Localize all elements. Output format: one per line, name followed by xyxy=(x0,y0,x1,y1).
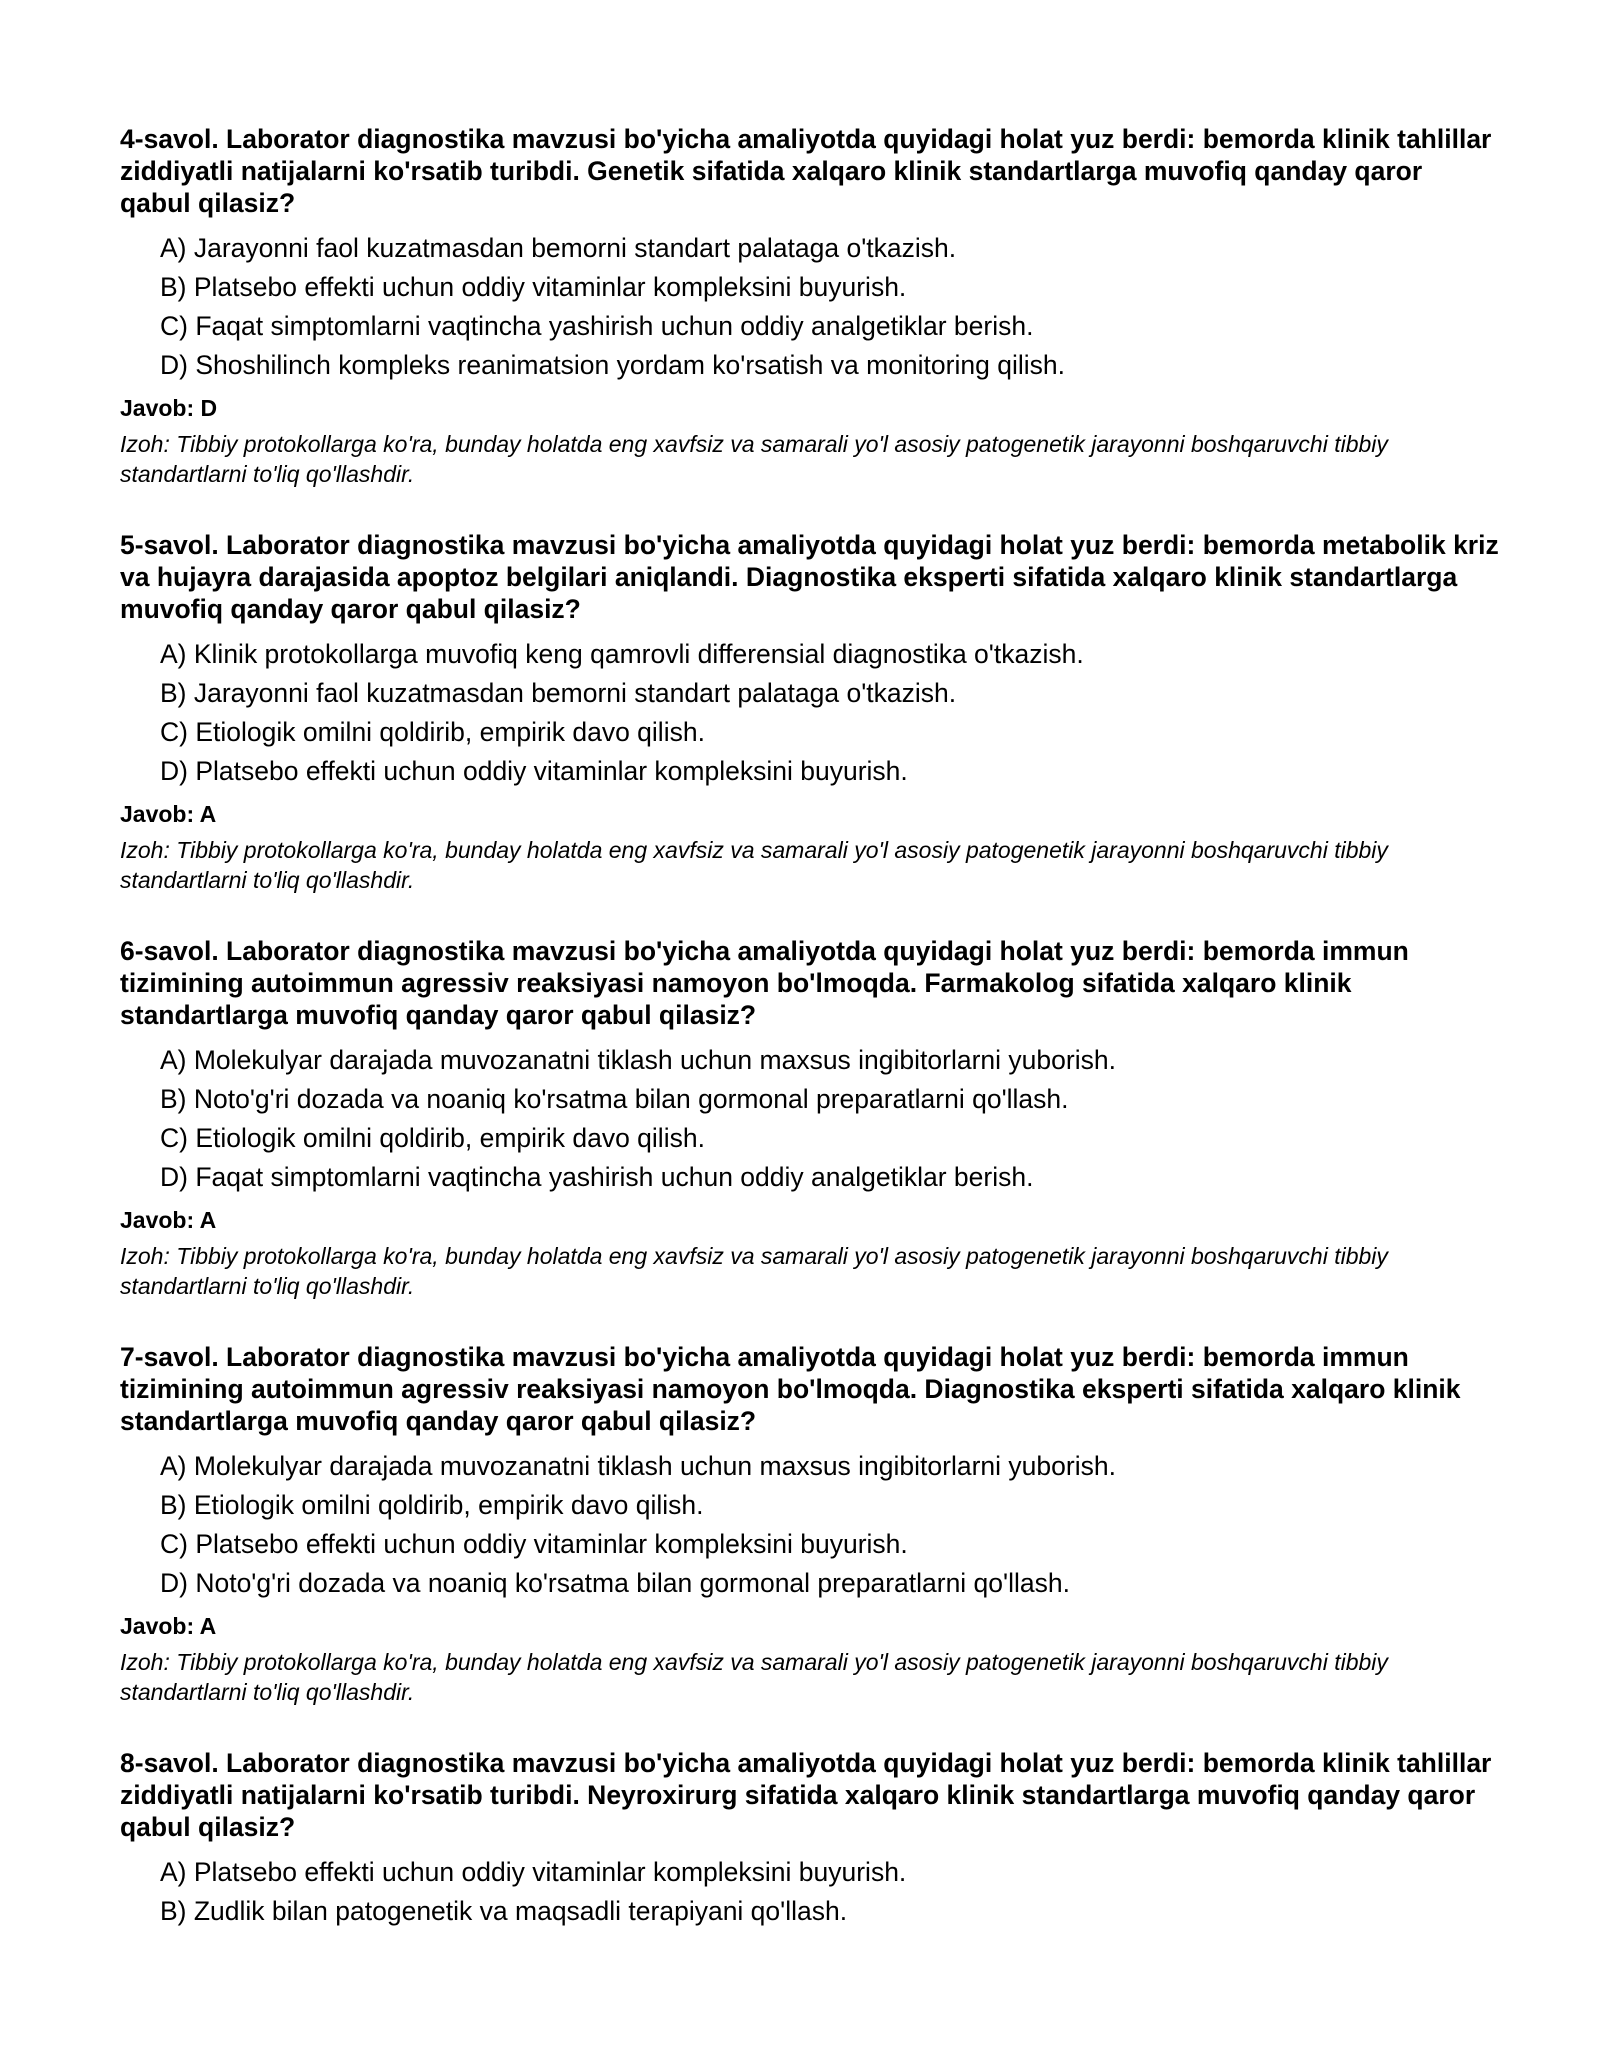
option-c: C) Faqat simptomlarni vaqtincha yashirish uchun oddiy analgetiklar berish. xyxy=(160,311,1034,341)
option-list xyxy=(120,1447,1500,1603)
question-title: 4-savol. Laborator diagnostika mavzusi bo'yicha amaliyotda quyidagi holat yuz berdi: bemorda klinik tahlillar ziddiyatli natijalarni ko'rsatib turibdi. Genetik sifatida xalqaro klinik standartlarga muvofiq qanday qaror qabul qilasiz? xyxy=(120,124,1492,218)
question-title: 8-savol. Laborator diagnostika mavzusi bo'yicha amaliyotda quyidagi holat yuz berdi: bemorda klinik tahlillar ziddiyatli natijalarni ko'rsatib turibdi. Neyroxirurg sifatida xalqaro klinik standartlarga muvofiq qanday qaror qabul qilasiz? xyxy=(120,1748,1492,1842)
explanation-note: Izoh: Tibbiy protokollarga ko'ra, bunday holatda eng xavfsiz va samarali yo'l asosiy patogenetik jarayonni boshqaruvchi tibbiy standartlarni to'liq qo'llashdir. xyxy=(120,837,1388,893)
question-block xyxy=(120,1341,1500,1707)
option-a: A) Klinik protokollarga muvofiq keng qamrovli differensial diagnostika o'tkazish. xyxy=(160,639,1084,669)
option-a: A) Molekulyar darajada muvozanatni tiklash uchun maxsus ingibitorlarni yuborish. xyxy=(160,1045,1116,1075)
question-title: 7-savol. Laborator diagnostika mavzusi bo'yicha amaliyotda quyidagi holat yuz berdi: bemorda immun tizimining autoimmun agressiv reaksiyasi namoyon bo'lmoqda. Diagnostika eksperti sifatida xalqaro klinik standartlarga muvofiq qanday qaror qabul qilasiz? xyxy=(120,1342,1461,1436)
question-block xyxy=(120,123,1500,489)
option-b: B) Noto'g'ri dozada va noaniq ko'rsatma bilan gormonal preparatlarni qo'llash. xyxy=(160,1084,1069,1114)
answer-label: Javob: A xyxy=(120,1613,217,1639)
option-d: D) Platsebo effekti uchun oddiy vitaminlar kompleksini buyurish. xyxy=(160,756,908,786)
option-a: A) Molekulyar darajada muvozanatni tiklash uchun maxsus ingibitorlarni yuborish. xyxy=(160,1451,1116,1481)
question-title: 5-savol. Laborator diagnostika mavzusi bo'yicha amaliyotda quyidagi holat yuz berdi: bemorda metabolik kriz va hujayra darajasida apoptoz belgilari aniqlandi. Diagnostika eksperti sifatida xalqaro klinik standartlarga muvofiq qanday qaror qabul qilasiz? xyxy=(120,530,1499,624)
document-page xyxy=(120,123,1500,1971)
option-c: C) Platsebo effekti uchun oddiy vitaminlar kompleksini buyurish. xyxy=(160,1529,908,1559)
option-d: D) Shoshilinch kompleks reanimatsion yordam ko'rsatish va monitoring qilish. xyxy=(160,350,1065,380)
option-d: D) Faqat simptomlarni vaqtincha yashirish uchun oddiy analgetiklar berish. xyxy=(160,1162,1034,1192)
answer-label: Javob: A xyxy=(120,801,217,827)
option-c: C) Etiologik omilni qoldirib, empirik davo qilish. xyxy=(160,717,705,747)
explanation-note: Izoh: Tibbiy protokollarga ko'ra, bunday holatda eng xavfsiz va samarali yo'l asosiy patogenetik jarayonni boshqaruvchi tibbiy standartlarni to'liq qo'llashdir. xyxy=(120,431,1388,487)
option-b: B) Etiologik omilni qoldirib, empirik davo qilish. xyxy=(160,1490,704,1520)
option-b: B) Platsebo effekti uchun oddiy vitaminlar kompleksini buyurish. xyxy=(160,272,907,302)
explanation-note: Izoh: Tibbiy protokollarga ko'ra, bunday holatda eng xavfsiz va samarali yo'l asosiy patogenetik jarayonni boshqaruvchi tibbiy standartlarni to'liq qo'llashdir. xyxy=(120,1649,1388,1705)
option-b: B) Zudlik bilan patogenetik va maqsadli terapiyani qo'llash. xyxy=(160,1896,848,1926)
option-d: D) Noto'g'ri dozada va noaniq ko'rsatma bilan gormonal preparatlarni qo'llash. xyxy=(160,1568,1070,1598)
question-block xyxy=(120,1747,1500,1931)
option-a: A) Jarayonni faol kuzatmasdan bemorni standart palataga o'tkazish. xyxy=(160,233,957,263)
option-b: B) Jarayonni faol kuzatmasdan bemorni standart palataga o'tkazish. xyxy=(160,678,957,708)
option-list xyxy=(120,229,1500,385)
option-list xyxy=(120,635,1500,791)
question-block xyxy=(120,935,1500,1301)
option-list xyxy=(120,1041,1500,1197)
option-a: A) Platsebo effekti uchun oddiy vitaminlar kompleksini buyurish. xyxy=(160,1857,907,1887)
option-list xyxy=(120,1853,1500,1931)
explanation-note: Izoh: Tibbiy protokollarga ko'ra, bunday holatda eng xavfsiz va samarali yo'l asosiy patogenetik jarayonni boshqaruvchi tibbiy standartlarni to'liq qo'llashdir. xyxy=(120,1243,1388,1299)
answer-label: Javob: D xyxy=(120,395,218,421)
question-block xyxy=(120,529,1500,895)
answer-label: Javob: A xyxy=(120,1207,217,1233)
option-c: C) Etiologik omilni qoldirib, empirik davo qilish. xyxy=(160,1123,705,1153)
question-title: 6-savol. Laborator diagnostika mavzusi bo'yicha amaliyotda quyidagi holat yuz berdi: bemorda immun tizimining autoimmun agressiv reaksiyasi namoyon bo'lmoqda. Farmakolog sifatida xalqaro klinik standartlarga muvofiq qanday qaror qabul qilasiz? xyxy=(120,936,1409,1030)
